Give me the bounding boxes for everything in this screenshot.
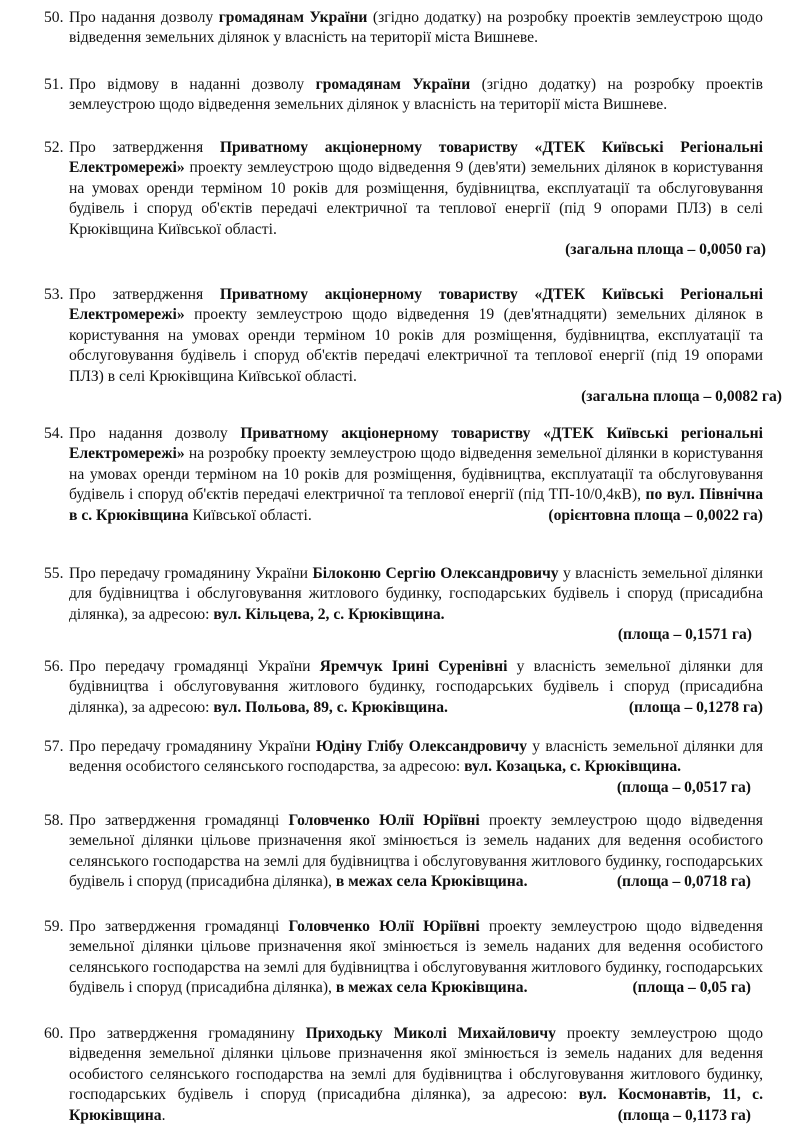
item-number: 51. <box>44 76 64 93</box>
list-item <box>0 138 800 260</box>
item-text: Про передачу громадянці України Яремчук Ірині Суренівні у власність земельної ділянки для будівництва і обслуговування житлового будинку, господарських будівель і споруд (присадибна ділянка), за адресою: вул. Польова, 89, с. Крюківщина. (площа – 0,1278 га) <box>69 657 763 718</box>
item-subject: Приватному акціонерному товариству «ДТЕК Київські регіональні Електромережі» <box>69 425 763 463</box>
item-text: Про затвердження громадянці Головченко Юлії Юріївні проекту землеустрою щодо відведення земельної ділянки цільове призначення якої змінюється із земель наданих для ведення особистого селянського господарства на землі для будівництва і обслуговування житлового будинку, господарських будівель і споруд (присадибна ділянка), в межах села Крюківщина. (площа – 0,0718 га) <box>69 811 763 893</box>
item-text: Про надання дозволу громадянам України (згідно додатку) на розробку проектів землеустрою щодо відведення земельних ділянок у власність на території міста Вишневе. <box>69 9 763 47</box>
item-subject: Приходьку Миколі Михайловичу <box>305 1025 556 1042</box>
item-number: 58. <box>44 812 64 829</box>
list-item <box>0 737 800 798</box>
item-address: в межах села Крюківщина. <box>335 873 528 891</box>
item-number: 50. <box>44 9 64 26</box>
item-address: по вул. Північна в с. Крюківщина <box>69 486 763 524</box>
item-address: вул. Космонавтів, 11, с. Крюківщина <box>69 1086 763 1124</box>
list-item <box>0 917 800 999</box>
area-label: (загальна площа – 0,0082 га) <box>581 388 782 406</box>
area-label: (площа – 0,1571 га) <box>617 626 752 644</box>
item-subject: громадянам України <box>218 9 368 26</box>
area-label: (площа – 0,1278 га) <box>628 698 763 716</box>
item-text: Про затвердження громадянину Приходьку Миколі Михайловичу проекту землеустрою щодо відведення земельної ділянки цільове призначення якої змінюється із земель наданих для ведення особистого селянського господарства на землі для будівництва і обслуговування житлового будинку, господарських будівель і споруд (присадибна ділянка), за адресою: вул. Космонавтів, 11, с. Крюківщина. (площа – 0,1173 га) <box>69 1024 763 1126</box>
item-text: Про відмову в наданні дозволу громадянам України (згідно додатку) на розробку проектів землеустрою щодо відведення земельних ділянок у власність на території міста Вишневе. <box>69 76 763 114</box>
list-item <box>0 424 800 526</box>
item-text: Про затвердження Приватному акціонерному товариству «ДТЕК Київські Регіональні Електромережі» проекту землеустрою щодо відведення 19 (дев'ятнадцяти) земельних ділянок в користування на умовах оренди терміном 10 років для розміщення, будівництва, експлуатації та обслуговування будівель і споруд об'єктів передачі електричної та теплової енергії (під 19 опорами ПЛЗ) в селі Крюківщина Київської області. <box>69 286 763 385</box>
list-item <box>0 8 800 49</box>
list-item <box>0 285 800 407</box>
item-address: в межах села Крюківщина. <box>335 979 528 997</box>
item-text: Про передачу громадянину України Юдіну Глібу Олександровичу у власність земельної ділянки для ведення особистого селянського господарства, за адресою: вул. Козацька, с. Крюківщина. (площа – 0,0517 га) <box>69 737 763 778</box>
item-subject: громадянам України <box>315 76 471 93</box>
list-item <box>0 1024 800 1126</box>
item-number: 60. <box>44 1025 64 1042</box>
item-text: Про надання дозволу Приватному акціонерному товариству «ДТЕК Київські регіональні Електромережі» на розробку проекту землеустрою щодо відведення земельної ділянки в користування на умовах оренди терміном на 10 років для розміщення, будівництва, експлуатації та обслуговування будівель і споруд об'єктів передачі електричної та теплової енергії (під ТП-10/0,4кВ), по вул. Північна в с. Крюківщина Київської області. (орієнтовна площа – 0,0022 га) <box>69 424 763 526</box>
item-subject: Юдіну Глібу Олександровичу <box>315 738 528 755</box>
item-number: 56. <box>44 658 64 675</box>
area-label: (площа – 0,1173 га) <box>617 1106 751 1124</box>
area-label: (площа – 0,0718 га) <box>616 873 751 891</box>
item-address: вул. Польова, 89, с. Крюківщина. <box>213 698 448 716</box>
item-subject: Приватному акціонерному товариству «ДТЕК Київські Регіональні Електромережі» <box>69 139 763 177</box>
area-label: (площа – 0,05 га) <box>632 979 751 997</box>
list-item <box>0 657 800 718</box>
list-item <box>0 564 800 646</box>
item-number: 54. <box>44 425 64 442</box>
item-subject: Головченко Юлії Юріївні <box>288 812 480 829</box>
item-subject: Білоконю Сергію Олександровичу <box>312 565 559 582</box>
item-subject: Приватному акціонерному товариству «ДТЕК Київські Регіональні Електромережі» <box>69 286 763 324</box>
item-address: вул. Кільцева, 2, с. Крюківщина. <box>213 605 445 623</box>
area-label: (загальна площа – 0,0050 га) <box>565 241 766 259</box>
item-text: Про затвердження громадянці Головченко Юлії Юріївні проекту землеустрою щодо відведення земельної ділянки цільове призначення якої змінюється із земель наданих для ведення особистого селянського господарства на землі для будівництва і обслуговування житлового будинку, господарських будівель і споруд (присадибна ділянка), в межах села Крюківщина. (площа – 0,05 га) <box>69 917 763 999</box>
area-label: (площа – 0,0517 га) <box>616 778 751 796</box>
list-item <box>0 75 800 116</box>
list-item <box>0 811 800 893</box>
item-number: 53. <box>44 286 64 303</box>
item-text: Про затвердження Приватному акціонерному товариству «ДТЕК Київські Регіональні Електромережі» проекту землеустрою щодо відведення 9 (дев'яти) земельних ділянок в користування на умовах оренди терміном 10 років для розміщення, будівництва, експлуатації та обслуговування будівель і споруд об'єктів передачі електричної та теплової енергії (під 9 опорами ПЛЗ) в селі Крюківщина Київської області. <box>69 139 763 238</box>
item-subject: Головченко Юлії Юріївні <box>288 918 480 935</box>
item-address: вул. Козацька, с. Крюківщина. <box>464 758 682 776</box>
area-label: (орієнтовна площа – 0,0022 га) <box>548 506 763 524</box>
item-text: Про передачу громадянину України Білоконю Сергію Олександровичу у власність земельної ділянки для будівництва і обслуговування житлового будинку, господарських будівель і споруд (присадибна ділянка), за адресою: вул. Кільцева, 2, с. Крюківщина. <box>69 565 763 623</box>
item-number: 52. <box>44 139 64 156</box>
item-number: 57. <box>44 738 64 755</box>
item-number: 59. <box>44 918 64 935</box>
item-number: 55. <box>44 565 64 582</box>
item-subject: Яремчук Ірині Суренівні <box>319 658 508 675</box>
